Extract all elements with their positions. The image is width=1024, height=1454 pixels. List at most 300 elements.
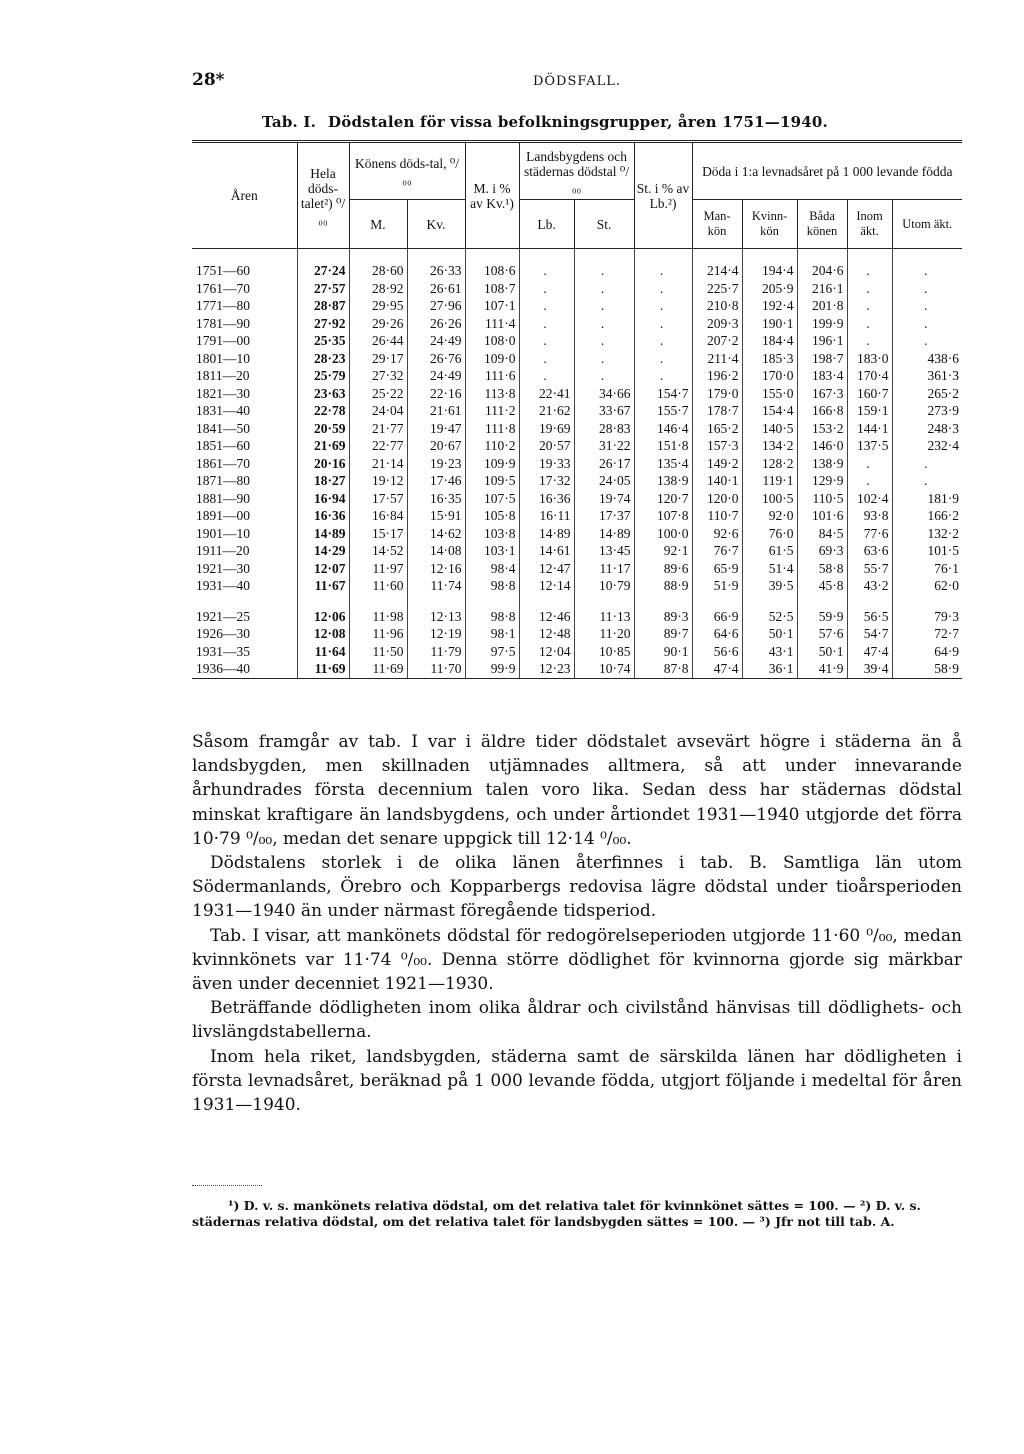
paragraph: Inom hela riket, landsbygden, städerna samt de särskilda länen har dödligheten i första levnadsåret, beräknad på 1 000 levande födda, utgjort följande i medeltal för åren 1931—1940. — [192, 1046, 962, 1116]
table-cell: 24·49 — [407, 367, 465, 385]
table-cell: 12·16 — [407, 560, 465, 578]
table-cell: . — [519, 367, 574, 385]
row-period: 1781—90 — [196, 315, 250, 331]
table-cell: 47·4 — [847, 643, 892, 661]
table-row — [192, 385, 962, 403]
table-row — [192, 625, 962, 643]
table-cell: 12·47 — [519, 560, 574, 578]
table-cell: 14·61 — [519, 542, 574, 560]
table-cell: 17·32 — [519, 472, 574, 490]
row-period: 1821—30 — [196, 385, 250, 401]
table-row — [192, 643, 962, 661]
table-cell: 154·4 — [742, 402, 797, 420]
table-cell: 98·1 — [465, 625, 519, 643]
table-cell: 109·5 — [465, 472, 519, 490]
table-cell: 110·5 — [797, 490, 847, 508]
table-cell: 138·9 — [797, 455, 847, 473]
table-cell: 36·1 — [742, 660, 797, 678]
table-cell: 21·62 — [519, 402, 574, 420]
table-cell: 109·0 — [465, 350, 519, 368]
table-cell: 11·74 — [407, 577, 465, 595]
table-cell: 16·84 — [349, 507, 407, 525]
table-cell: . — [634, 262, 692, 280]
table-cell: 119·1 — [742, 472, 797, 490]
table-cell: . — [574, 367, 634, 385]
row-period: 1751—60 — [196, 263, 250, 278]
table-row — [192, 472, 962, 490]
table-cell: 92·1 — [634, 542, 692, 560]
table-cell: . — [847, 332, 892, 350]
table-row — [192, 280, 962, 298]
table-cell: 170·4 — [847, 367, 892, 385]
table-cell: 26·17 — [574, 455, 634, 473]
table-cell: 11·17 — [574, 560, 634, 578]
table-cell: 157·3 — [692, 437, 742, 455]
table-cell: 50·1 — [742, 625, 797, 643]
table-cell: 110·2 — [465, 437, 519, 455]
table-spacer — [192, 595, 962, 608]
table-cell: 11·97 — [349, 560, 407, 578]
table-cell: 205·9 — [742, 280, 797, 298]
table-cell: 155·7 — [634, 402, 692, 420]
row-period: 1761—70 — [196, 280, 250, 296]
body-text — [192, 730, 962, 1117]
table-cell: . — [847, 472, 892, 490]
table-cell: 93·8 — [847, 507, 892, 525]
table-cell: 26·61 — [407, 280, 465, 298]
paragraph: Såsom framgår av tab. I var i äldre tider dödstalet avsevärt högre i städerna än å landsbygden, men skillnaden utjämnades alltmera, så att under innevarande århundrades första decennium talen voro lika. Sedan dess har städernas dödstal minskat kraftigare än landsbygdens, och under årtiondet 1931—1940 utgjorde det förra 10·79 ⁰/₀₀, medan det senare uppgick till 12·14 ⁰/₀₀. — [192, 732, 962, 849]
table-row — [192, 660, 962, 678]
table-cell: 33·67 — [574, 402, 634, 420]
table-row — [192, 420, 962, 438]
table-cell: 24·49 — [407, 332, 465, 350]
table-cell: 12·23 — [519, 660, 574, 678]
table-cell: 120·7 — [634, 490, 692, 508]
table-cell: 361·3 — [892, 367, 962, 385]
table-cell: 265·2 — [892, 385, 962, 403]
table-cell: 69·3 — [797, 542, 847, 560]
table-cell: 62·0 — [892, 577, 962, 595]
table-cell: 50·1 — [797, 643, 847, 661]
table-cell: 22·16 — [407, 385, 465, 403]
table-cell: 28·87 — [297, 297, 349, 315]
table-cell: 11·96 — [349, 625, 407, 643]
table-cell: 77·6 — [847, 525, 892, 543]
table-cell: 19·69 — [519, 420, 574, 438]
mortality-table — [192, 140, 962, 679]
table-cell: 111·4 — [465, 315, 519, 333]
table-cell: 149·2 — [692, 455, 742, 473]
table-row — [192, 577, 962, 595]
table-cell: 19·23 — [407, 455, 465, 473]
table-cell: 12·13 — [407, 608, 465, 626]
table-cell: 204·6 — [797, 262, 847, 280]
table-cell: 10·74 — [574, 660, 634, 678]
header-kvinna: Kv. — [407, 200, 465, 249]
table-cell: 45·8 — [797, 577, 847, 595]
table-cell: 184·4 — [742, 332, 797, 350]
row-period: 1921—30 — [196, 560, 250, 576]
table-row — [192, 542, 962, 560]
table-row — [192, 262, 962, 280]
table-cell: 160·7 — [847, 385, 892, 403]
table-cell: 273·9 — [892, 402, 962, 420]
row-period: 1791—00 — [196, 333, 250, 348]
table-cell: 29·95 — [349, 297, 407, 315]
table-cell: 63·6 — [847, 542, 892, 560]
table-cell: 21·14 — [349, 455, 407, 473]
table-title — [262, 113, 828, 131]
table-cell: 76·1 — [892, 560, 962, 578]
table-cell: 134·2 — [742, 437, 797, 455]
table-body — [192, 249, 962, 679]
table-cell: . — [892, 472, 962, 490]
table-cell: . — [847, 262, 892, 280]
table-cell: 135·4 — [634, 455, 692, 473]
table-cell: 196·1 — [797, 332, 847, 350]
row-period: 1881—90 — [196, 490, 250, 506]
table-cell: . — [847, 297, 892, 315]
mortality-table-container — [192, 140, 962, 679]
table-row — [192, 455, 962, 473]
row-period: 1861—70 — [196, 455, 250, 471]
table-cell: 153·2 — [797, 420, 847, 438]
table-cell: 16·94 — [297, 490, 349, 508]
table-cell: 90·1 — [634, 643, 692, 661]
table-cell: 28·92 — [349, 280, 407, 298]
table-cell: 28·83 — [574, 420, 634, 438]
table-cell: 17·37 — [574, 507, 634, 525]
table-cell: 26·33 — [407, 262, 465, 280]
table-cell: . — [892, 315, 962, 333]
header-stader: St. — [574, 200, 634, 249]
table-cell: 23·63 — [297, 385, 349, 403]
table-cell: 39·4 — [847, 660, 892, 678]
table-cell: 11·69 — [297, 660, 349, 678]
table-cell: 43·2 — [847, 577, 892, 595]
table-cell: 144·1 — [847, 420, 892, 438]
table-cell: 11·13 — [574, 608, 634, 626]
table-cell: 181·9 — [892, 490, 962, 508]
table-cell: 58·9 — [892, 660, 962, 678]
table-cell: 89·3 — [634, 608, 692, 626]
header-doda-forsta-levnadsaret: Döda i 1:a levnadsåret på 1 000 levande födda — [692, 142, 962, 200]
table-cell: 128·2 — [742, 455, 797, 473]
table-cell: 132·2 — [892, 525, 962, 543]
table-row — [192, 402, 962, 420]
table-cell: 166·2 — [892, 507, 962, 525]
table-cell: . — [574, 315, 634, 333]
table-row — [192, 560, 962, 578]
table-cell: 12·07 — [297, 560, 349, 578]
table-cell: 18·27 — [297, 472, 349, 490]
table-cell: 107·1 — [465, 297, 519, 315]
table-cell: 87·8 — [634, 660, 692, 678]
table-cell: 11·70 — [407, 660, 465, 678]
table-cell: 111·6 — [465, 367, 519, 385]
table-cell: 107·5 — [465, 490, 519, 508]
table-cell: . — [892, 455, 962, 473]
table-cell: 105·8 — [465, 507, 519, 525]
table-cell: 88·9 — [634, 577, 692, 595]
table-cell: . — [634, 280, 692, 298]
table-cell: . — [892, 280, 962, 298]
table-cell: 14·29 — [297, 542, 349, 560]
table-cell: 159·1 — [847, 402, 892, 420]
table-cell: 28·60 — [349, 262, 407, 280]
table-cell: 207·2 — [692, 332, 742, 350]
table-cell: 66·9 — [692, 608, 742, 626]
table-cell: 29·17 — [349, 350, 407, 368]
table-spacer — [192, 249, 962, 263]
table-cell: . — [574, 280, 634, 298]
table-cell: 65·9 — [692, 560, 742, 578]
paragraph: Tab. I visar, att mankönets dödstal för redogörelseperioden utgjorde 11·60 ⁰/₀₀, medan kvinnkönets var 11·74 ⁰/₀₀. Denna större dödlighet för kvinnorna gjorde sig märkbar även under decenniet 1921—1930. — [192, 925, 962, 995]
table-cell: 97·5 — [465, 643, 519, 661]
paragraph: Beträffande dödligheten inom olika åldrar och civilstånd hänvisas till dödlighets- och livslängdstabellerna. — [192, 998, 962, 1043]
table-cell: . — [519, 262, 574, 280]
table-cell: 47·4 — [692, 660, 742, 678]
table-cell: 111·8 — [465, 420, 519, 438]
table-cell: 27·96 — [407, 297, 465, 315]
table-cell: 76·7 — [692, 542, 742, 560]
table-row — [192, 350, 962, 368]
table-cell: 11·69 — [349, 660, 407, 678]
table-cell: 12·48 — [519, 625, 574, 643]
table-cell: 72·7 — [892, 625, 962, 643]
table-cell: . — [574, 350, 634, 368]
table-cell: 11·60 — [349, 577, 407, 595]
table-cell: 14·62 — [407, 525, 465, 543]
table-cell: 225·7 — [692, 280, 742, 298]
table-cell: 196·2 — [692, 367, 742, 385]
table-cell: . — [634, 350, 692, 368]
table-cell: 16·36 — [297, 507, 349, 525]
header-man: M. — [349, 200, 407, 249]
table-cell: 103·8 — [465, 525, 519, 543]
table-cell: 138·9 — [634, 472, 692, 490]
table-cell: 12·19 — [407, 625, 465, 643]
table-cell: 11·79 — [407, 643, 465, 661]
table-cell: 178·7 — [692, 402, 742, 420]
table-cell: 167·3 — [797, 385, 847, 403]
table-cell: 25·22 — [349, 385, 407, 403]
table-cell: 199·9 — [797, 315, 847, 333]
table-cell: 108·6 — [465, 262, 519, 280]
table-cell: 13·45 — [574, 542, 634, 560]
table-cell: 100·5 — [742, 490, 797, 508]
table-cell: 111·2 — [465, 402, 519, 420]
table-cell: 98·8 — [465, 608, 519, 626]
table-cell: 154·7 — [634, 385, 692, 403]
header-kvinnkon: Kvinn-kön — [742, 200, 797, 249]
header-m-i-procent-kv: M. i % av Kv.¹) — [465, 142, 519, 249]
table-cell: . — [847, 280, 892, 298]
table-cell: . — [847, 315, 892, 333]
footnote-rule — [192, 1185, 262, 1186]
table-cell: 64·9 — [892, 643, 962, 661]
table-cell: 16·11 — [519, 507, 574, 525]
table-row — [192, 490, 962, 508]
table-cell: 14·89 — [297, 525, 349, 543]
table-cell: 11·98 — [349, 608, 407, 626]
table-cell: 89·7 — [634, 625, 692, 643]
header-utom-akt: Utom äkt. — [892, 200, 962, 249]
table-cell: 54·7 — [847, 625, 892, 643]
table-cell: 129·9 — [797, 472, 847, 490]
table-cell: 12·46 — [519, 608, 574, 626]
table-cell: 165·2 — [692, 420, 742, 438]
paragraph: Dödstalens storlek i de olika länen återfinnes i tab. B. Samtliga län utom Södermanlands, Örebro och Kopparbergs redovisa lägre dödstal under tioårsperioden 1931—1940 än under närmast föregående tidsperiod. — [192, 853, 962, 922]
table-cell: 120·0 — [692, 490, 742, 508]
table-row — [192, 525, 962, 543]
table-cell: 98·8 — [465, 577, 519, 595]
table-cell: 190·1 — [742, 315, 797, 333]
table-cell: 29·26 — [349, 315, 407, 333]
table-cell: 21·77 — [349, 420, 407, 438]
row-period: 1891—00 — [196, 508, 250, 523]
table-cell: 198·7 — [797, 350, 847, 368]
row-period: 1801—10 — [196, 350, 250, 366]
table-cell: 21·69 — [297, 437, 349, 455]
table-cell: 194·4 — [742, 262, 797, 280]
table-cell: 11·64 — [297, 643, 349, 661]
page-number: 28* — [192, 70, 225, 90]
header-hela-dodstalet: Hela döds-talet²) ⁰/₀₀ — [297, 142, 349, 249]
table-cell: 25·35 — [297, 332, 349, 350]
table-cell: 20·59 — [297, 420, 349, 438]
table-cell: 146·0 — [797, 437, 847, 455]
table-label: Tab. I. — [262, 113, 317, 131]
table-cell: 27·57 — [297, 280, 349, 298]
table-cell: 232·4 — [892, 437, 962, 455]
row-period: 1911—20 — [196, 543, 250, 558]
table-cell: 10·79 — [574, 577, 634, 595]
row-period: 1851—60 — [196, 438, 250, 453]
table-row — [192, 332, 962, 350]
table-cell: 17·46 — [407, 472, 465, 490]
table-cell: 22·77 — [349, 437, 407, 455]
table-cell: 19·12 — [349, 472, 407, 490]
header-landsbygd: Lb. — [519, 200, 574, 249]
header-bada-konen: Båda könen — [797, 200, 847, 249]
table-cell: 11·67 — [297, 577, 349, 595]
table-cell: . — [574, 297, 634, 315]
table-cell: 19·74 — [574, 490, 634, 508]
table-cell: 12·06 — [297, 608, 349, 626]
table-cell: 170·0 — [742, 367, 797, 385]
table-cell: . — [519, 280, 574, 298]
table-cell: 51·9 — [692, 577, 742, 595]
table-row — [192, 297, 962, 315]
running-head: DÖDSFALL. — [532, 74, 622, 89]
table-cell: 52·5 — [742, 608, 797, 626]
table-cell: 248·3 — [892, 420, 962, 438]
table-cell: 10·85 — [574, 643, 634, 661]
table-cell: 179·0 — [692, 385, 742, 403]
page-header — [192, 70, 962, 98]
table-cell: . — [519, 332, 574, 350]
table-cell: 14·08 — [407, 542, 465, 560]
table-cell: 89·6 — [634, 560, 692, 578]
table-cell: 92·6 — [692, 525, 742, 543]
table-cell: . — [634, 332, 692, 350]
row-period: 1871—80 — [196, 473, 250, 488]
table-cell: 43·1 — [742, 643, 797, 661]
table-cell: 201·8 — [797, 297, 847, 315]
table-cell: 102·4 — [847, 490, 892, 508]
table-cell: . — [574, 332, 634, 350]
table-row — [192, 315, 962, 333]
table-caption: Dödstalen för vissa befolkningsgrupper, åren 1751—1940. — [328, 113, 828, 131]
header-konens-dodstal: Könens döds-tal, ⁰/₀₀ — [349, 142, 465, 200]
table-cell: 110·7 — [692, 507, 742, 525]
table-cell: 34·66 — [574, 385, 634, 403]
table-row — [192, 608, 962, 626]
table-cell: 92·0 — [742, 507, 797, 525]
header-mankon: Man-kön — [692, 200, 742, 249]
table-cell: 11·50 — [349, 643, 407, 661]
table-row — [192, 437, 962, 455]
table-cell: 211·4 — [692, 350, 742, 368]
table-cell: 20·16 — [297, 455, 349, 473]
table-cell: 56·5 — [847, 608, 892, 626]
table-cell: 61·5 — [742, 542, 797, 560]
header-aren: Åren — [192, 142, 297, 249]
table-cell: 12·14 — [519, 577, 574, 595]
table-cell: 41·9 — [797, 660, 847, 678]
table-cell: 14·89 — [519, 525, 574, 543]
table-cell: 76·0 — [742, 525, 797, 543]
table-cell: 19·33 — [519, 455, 574, 473]
row-period: 1936—40 — [192, 660, 297, 678]
table-row — [192, 507, 962, 525]
table-cell: 101·6 — [797, 507, 847, 525]
table-cell: 17·57 — [349, 490, 407, 508]
table-cell: 25·79 — [297, 367, 349, 385]
table-cell: 146·4 — [634, 420, 692, 438]
table-cell: 19·47 — [407, 420, 465, 438]
table-cell: 151·8 — [634, 437, 692, 455]
table-cell: 22·41 — [519, 385, 574, 403]
table-cell: 57·6 — [797, 625, 847, 643]
table-cell: 140·1 — [692, 472, 742, 490]
table-cell: 20·67 — [407, 437, 465, 455]
table-cell: . — [892, 297, 962, 315]
row-period: 1931—40 — [196, 578, 250, 593]
table-cell: 16·35 — [407, 490, 465, 508]
table-cell: 26·26 — [407, 315, 465, 333]
table-cell: 58·8 — [797, 560, 847, 578]
table-cell: 108·0 — [465, 332, 519, 350]
header-landsbygdens-stadernas: Landsbygdens och städernas dödstal ⁰/₀₀ — [519, 142, 634, 200]
table-cell: . — [634, 367, 692, 385]
row-period: 1831—40 — [196, 403, 250, 418]
footnotes — [192, 1185, 962, 1230]
header-inom-akt: Inom äkt. — [847, 200, 892, 249]
row-period: 1921—25 — [196, 608, 250, 624]
table-cell: 16·36 — [519, 490, 574, 508]
table-cell: 14·52 — [349, 542, 407, 560]
table-cell: 55·7 — [847, 560, 892, 578]
table-cell: 137·5 — [847, 437, 892, 455]
row-period: 1901—10 — [196, 525, 250, 541]
table-cell: 56·6 — [692, 643, 742, 661]
table-cell: 107·8 — [634, 507, 692, 525]
table-cell: 64·6 — [692, 625, 742, 643]
table-cell: . — [634, 315, 692, 333]
table-cell: 155·0 — [742, 385, 797, 403]
